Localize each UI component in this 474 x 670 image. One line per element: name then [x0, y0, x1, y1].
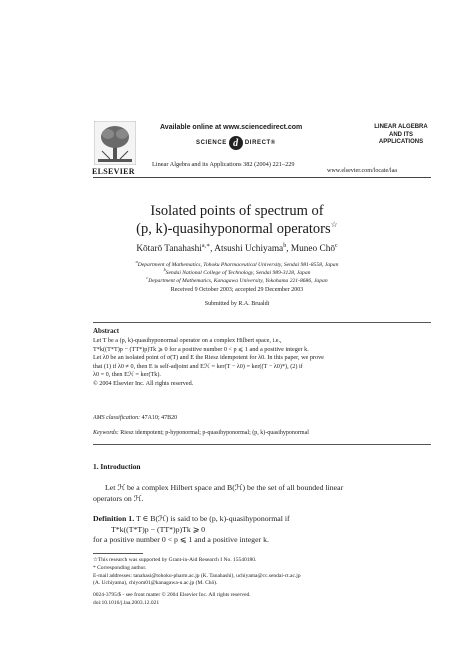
author-name: Muneo Chō	[290, 244, 336, 255]
author-name: Atsushi Uchiyama	[214, 244, 284, 255]
front-matter	[93, 592, 251, 607]
intro-line: Let ℋ be a complex Hilbert space and B(ℋ) be the set of all bounded linear	[105, 483, 344, 492]
definition-line: for a positive number 0 < p ⩽ 1 and a positive integer k.	[93, 535, 269, 544]
journal-box-line: AND ITS	[389, 131, 413, 138]
title-footnote-mark: ☆	[330, 220, 338, 229]
journal-title-box	[371, 124, 431, 147]
sd-left-text: SCIENCE	[196, 140, 227, 146]
affiliation-text: Department of Mathematics, Tohoku Pharmaceutical University, Sendai 981-8558, Japan	[137, 261, 339, 268]
definition-line	[93, 514, 431, 525]
elsevier-tree-logo	[94, 121, 136, 165]
abstract-divider-top	[93, 322, 431, 323]
sciencedirect-logo	[196, 136, 276, 150]
author-separator: ,	[210, 244, 215, 255]
affiliation-c	[0, 275, 474, 284]
abstract-divider-bottom	[93, 444, 431, 445]
abstract-line: Let λ0 be an isolated point of σ(T) and E the Riesz idempotent for λ0. In this paper, we prove	[93, 354, 324, 362]
received-dates: Received 9 October 2003; accepted 29 December 2003	[170, 287, 304, 293]
title-line2-text: (p, k)-quasihyponormal operators	[136, 220, 331, 237]
abstract-line: that (1) if λ0 ≠ 0, then E is self-adjoint and Eℋ = ker(T − λ0) = ker((T − λ0)*), (2) if	[93, 362, 303, 370]
ams-label: AMS classification:	[93, 415, 141, 421]
definition-equation: T*k((T*T)p − (TT*)p)Tk ⩾ 0	[111, 524, 206, 534]
ams-classification	[93, 415, 177, 421]
abstract-line: T*k((T*T)p − (TT*)p)Tk ⩾ 0 for a positive number 0 < p ⩽ 1 and a positive integer k.	[93, 345, 309, 353]
issn-line: 0024-3795/$ - see front matter © 2004 Elsevier Inc. All rights reserved.	[93, 592, 251, 598]
sd-circle-icon: d	[229, 136, 243, 150]
affiliation-mark: c	[146, 275, 149, 280]
sd-right-text: DIRECT®	[244, 140, 276, 146]
journal-box-line: APPLICATIONS	[378, 139, 424, 145]
footnote-divider	[93, 553, 143, 554]
intro-paragraph	[93, 483, 431, 504]
affiliation-mark: b	[163, 267, 166, 272]
copyright-line: © 2004 Elsevier Inc. All rights reserved.	[93, 379, 194, 387]
email-line: E-mail addresses: tanahasi@tohoku-pharm.ac.jp (K. Tanahashi), uchiyama@cc.sendai-ct.ac.jp	[93, 573, 301, 579]
abstract-heading: Abstract	[93, 327, 120, 335]
abstract-line: λ0 = 0, then Eℋ = ker(Tk).	[93, 371, 161, 379]
author-separator: ,	[286, 244, 291, 255]
doi-line[interactable]: doi:10.1016/j.laa.2003.12.021	[93, 599, 160, 606]
definition-label: Definition 1.	[93, 514, 135, 523]
definition-text: T ∈ B(ℋ) is said to be (p, k)-quasihyponormal if	[134, 514, 290, 523]
footnote-funding: ☆This research was supported by Grant-in-Aid Research I No. 15540180.	[93, 557, 257, 563]
publisher-name: ELSEVIER	[92, 167, 135, 176]
journal-box-line: LINEAR ALGEBRA	[374, 124, 428, 130]
affiliation-text: Sendai National College of Technology, Sendai 989-3128, Japan	[165, 269, 311, 276]
definition-block	[93, 514, 431, 546]
author-mark: c	[335, 243, 338, 249]
keywords-value: Riesz idempotent; p-hyponormal; p-quasihyponormal; (p, k)-quasihyponormal	[118, 430, 309, 436]
abstract-body	[93, 337, 431, 389]
journal-reference: Linear Algebra and its Applications 382 (2004) 221–229	[152, 161, 295, 168]
author-mark: b	[283, 243, 287, 249]
email-line: (A. Uchiyama), chiyom01@kanagawa-u.ac.jp (M. Chō).	[93, 580, 218, 587]
header-divider	[93, 177, 431, 178]
keywords-label: Keywords:	[93, 430, 119, 436]
author-list	[0, 242, 474, 254]
author-name: Kōtarō Tanahashi	[136, 244, 202, 255]
section-heading: 1. Introduction	[93, 462, 141, 471]
affiliation-mark: a	[135, 259, 138, 264]
affiliation-text: Department of Mathematics, Kanagawa University, Yokohama 221-8686, Japan	[148, 277, 328, 284]
author-mark: a,∗	[201, 243, 211, 249]
keywords	[93, 430, 309, 436]
abstract-line: Let T be a (p, k)-quasihyponormal operator on a complex Hilbert space, i.e.,	[93, 337, 282, 344]
footnote-emails	[93, 573, 431, 588]
available-online-link[interactable]: Available online at www.sciencedirect.com	[160, 124, 303, 131]
intro-line: operators on ℋ.	[93, 493, 144, 503]
ams-value: 47A10; 47B20	[140, 415, 178, 421]
journal-url-link[interactable]: www.elsevier.com/locate/laa	[327, 168, 397, 174]
paper-title-line2	[0, 220, 474, 238]
paper-title-line1: Isolated points of spectrum of	[150, 203, 324, 219]
submitted-by: Submitted by R.A. Brualdi	[204, 301, 270, 307]
footnote-corresponding: * Corresponding author.	[93, 565, 147, 571]
